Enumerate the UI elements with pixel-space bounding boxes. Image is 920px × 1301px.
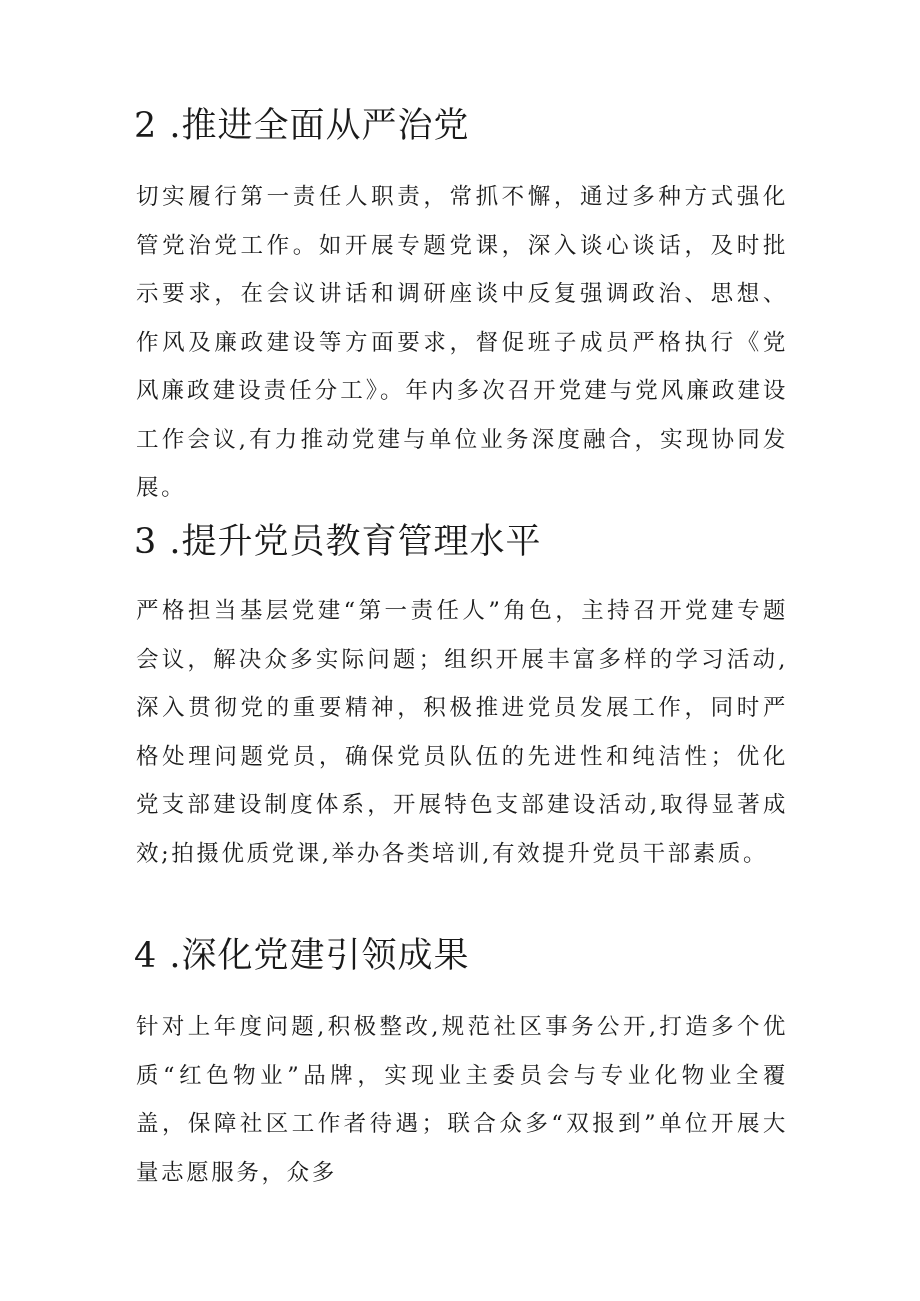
section-paragraph-4: 针对上年度问题,积极整改,规范社区事务公开,打造多个优质“红色物业”品牌，实现业主委员会与专业化物业全覆盖，保障社区工作者待遇；联合众多“双报到”单位开展大量志愿服务，众多 bbox=[136, 1014, 788, 1186]
section-paragraph-2: 切实履行第一责任人职责，常抓不懈，通过多种方式强化管党治党工作。如开展专题党课，深入谈心谈话，及时批示要求，在会议讲话和调研座谈中反复强调政治、思想、作风及廉政建设等方面要求，督促班子成员严格执行《党风廉政建设责任分工》。年内多次召开党建与党风廉政建设工作会议,有力推动党建与单位业务深度融合，实现协同发展。 bbox=[136, 184, 788, 501]
section-heading-2: 2 .推进全面从严治党 bbox=[134, 106, 470, 146]
section-heading-4: 4 .深化党建引领成果 bbox=[134, 936, 470, 976]
section-heading-3: 3 .提升党员教育管理水平 bbox=[134, 522, 542, 562]
section-paragraph-3: 严格担当基层党建“第一责任人”角色，主持召开党建专题会议，解决众多实际问题；组织开展丰富多样的学习活动,深入贯彻党的重要精神，积极推进党员发展工作，同时严格处理问题党员，确保党员队伍的先进性和纯洁性；优化党支部建设制度体系，开展特色支部建设活动,取得显著成效;拍摄优质党课,举办各类培训,有效提升党员干部素质。 bbox=[136, 598, 788, 867]
